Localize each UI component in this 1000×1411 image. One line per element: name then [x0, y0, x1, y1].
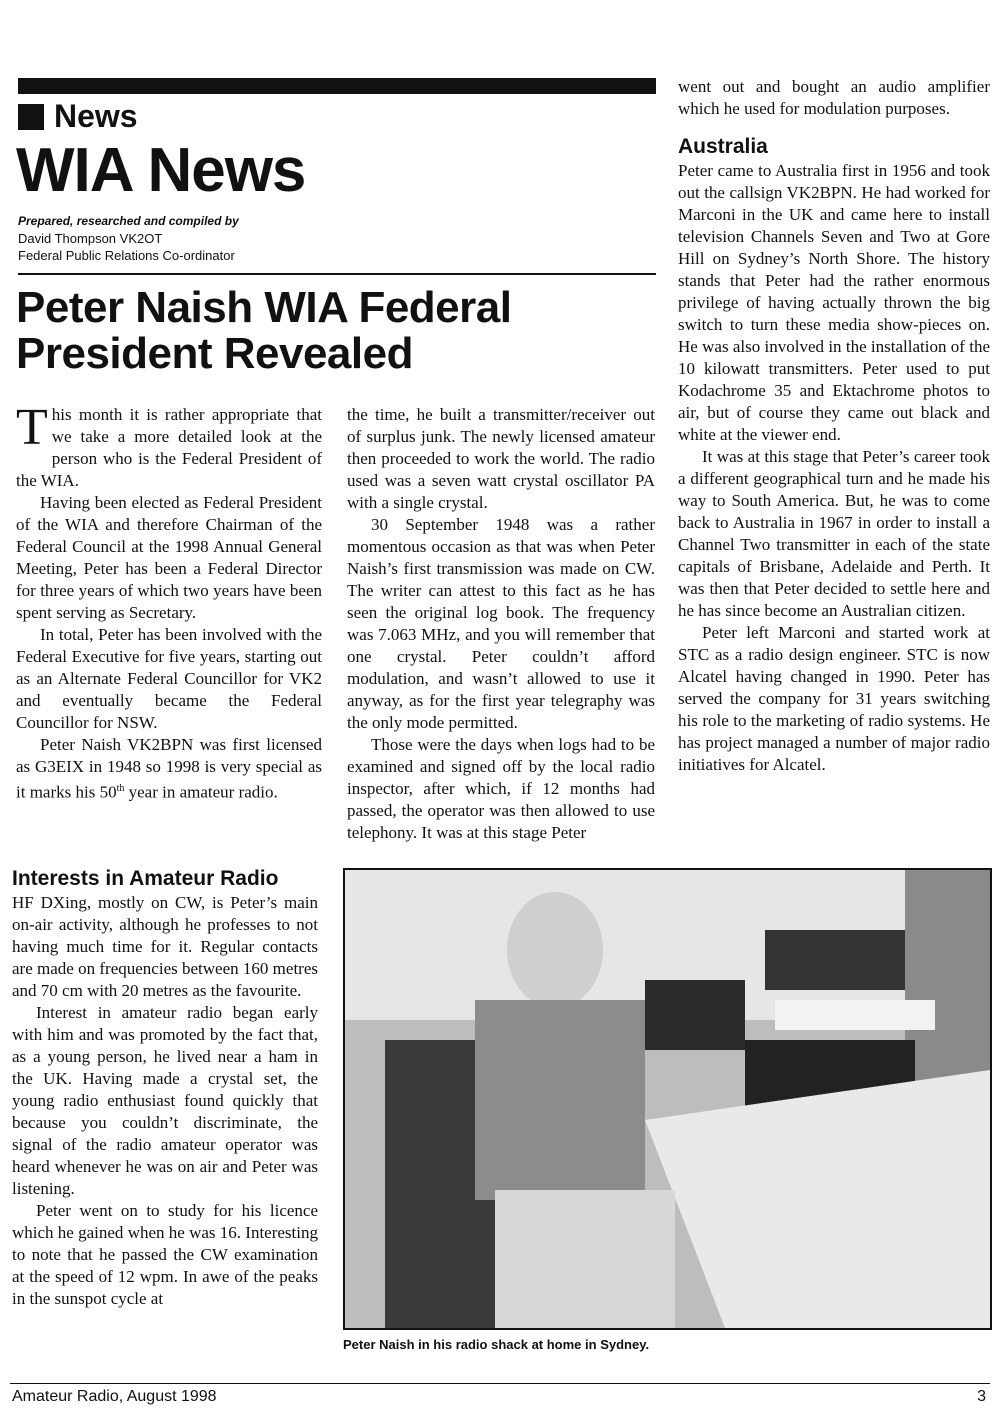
credits-line2: David Thompson VK2OT: [18, 231, 163, 246]
footer-rule: [10, 1383, 990, 1384]
paragraph: the time, he built a transmitter/receiver out of surplus junk. The newly licensed amateur then proceeded to work the world. The radio used was a seven watt crystal oscillator PA with a single crystal.: [347, 405, 655, 512]
article-column-4: [12, 868, 318, 1310]
top-rule: [18, 78, 656, 94]
section-label: [18, 98, 138, 135]
section-label-text: News: [54, 98, 138, 134]
radio-shack-photo-illustration: [345, 870, 990, 1328]
subhead-australia: Australia: [678, 135, 768, 158]
paragraph: This month it is rather appropriate that we take a more detailed look at the person who is the Federal President of the WIA.: [16, 399, 322, 490]
article-column-1: [16, 399, 322, 804]
paragraph: Peter Naish VK2BPN was first licensed as G3EIX in 1948 so 1998 is very special as it marks his 50th year in amateur radio.: [16, 735, 322, 802]
credits-line1: Prepared, researched and compiled by: [18, 214, 239, 228]
paragraph: Peter went on to study for his licence which he gained when he was 16. Interesting to note that he passed the CW examination at the speed of 12 wpm. In awe of the peaks in the sunspot cycle at: [12, 1201, 318, 1308]
paragraph: 30 September 1948 was a rather momentous occasion as that was when Peter Naish’s first transmission was made on CW. The writer can attest to this fact as he has seen the original log book. The frequency was 7.063 MHz, and you will remember that one crystal. Peter couldn’t afford modulation, and wasn’t allowed to use it anyway, as for the first year telegraphy was the only mode permitted.: [347, 515, 655, 732]
article-headline: Peter Naish WIA Federal President Revealed: [16, 283, 512, 378]
article-column-3: [678, 76, 990, 776]
paragraph: Peter left Marconi and started work at STC as a radio design engineer. STC is now Alcatel having changed in 1990. Peter has served the company for 31 years switching his role to the marketing of radio systems. He has project managed a number of major radio initiatives for Alcatel.: [678, 623, 990, 774]
paragraph: Interest in amateur radio began early with him and was promoted by the fact that, as a young person, he lived near a ham in the UK. Having made a crystal set, the young radio enthusiast found quickly that because you couldn’t discriminate, the signal of the radio amateur operator was heard whenever he was on air and Peter was listening.: [12, 1003, 318, 1198]
paragraph: Those were the days when logs had to be examined and signed off by the local radio inspector, after which, if 12 months had passed, the operator was then allowed to use telephony. It was at this stage Peter: [347, 735, 655, 842]
page-number: 3: [977, 1388, 986, 1405]
paragraph: It was at this stage that Peter’s career took a different geographical turn and he made his way to South America. But, he was to come back to Australia in 1967 in order to install a Channel Two transmitter in each of the state capitals of Brisbane, Adelaide and Perth. It was then that Peter decided to settle here and he has since become an Australian citizen.: [678, 447, 990, 620]
paragraph: Having been elected as Federal President of the WIA and therefore Chairman of the Federal Council at the 1998 Annual General Meeting, Peter has been a Federal Director for three years of which two years have been spent serving as Secretary.: [16, 493, 322, 622]
drop-cap: T: [16, 399, 48, 456]
article-column-2: [347, 404, 655, 844]
footer-publication: Amateur Radio, August 1998: [12, 1388, 217, 1405]
paragraph: Peter came to Australia first in 1956 and took out the callsign VK2BPN. He had worked for Marconi in the UK and came here to install television Channels Seven and Two at Gore Hill on Sydney’s North Shore. The history stands that Peter had the rather enormous privilege of having actually thrown the big switch to turn these media show-pieces on. He was also involved in the installation of the 10 kilowatt transmitters. Peter used to put Kodachrome 35 and Ektachrome photos to air, but of course they came out black and white at the viewer end.: [678, 161, 990, 444]
photo-caption: Peter Naish in his radio shack at home in Sydney.: [343, 1337, 650, 1352]
paragraph: went out and bought an audio amplifier which he used for modulation purposes.: [678, 77, 990, 118]
paragraph: In total, Peter has been involved with the Federal Executive for five years, starting out as an Alternate Federal Councillor for VK2 and eventually became the Federal Councillor for NSW.: [16, 625, 322, 732]
square-bullet-icon: [18, 104, 44, 130]
article-photo: [343, 868, 992, 1330]
paragraph: HF DXing, mostly on CW, is Peter’s main on-air activity, although he professes to not having much time for it. Regular contacts are made on frequencies between 160 metres and 70 cm with 20 metres as the favourite.: [12, 893, 318, 1000]
credits-line3: Federal Public Relations Co-ordinator: [18, 248, 235, 263]
page-title: WIA News: [16, 136, 306, 205]
subhead-interests: Interests in Amateur Radio: [12, 867, 279, 890]
credits: [18, 213, 239, 264]
headline-rule: [18, 273, 656, 275]
